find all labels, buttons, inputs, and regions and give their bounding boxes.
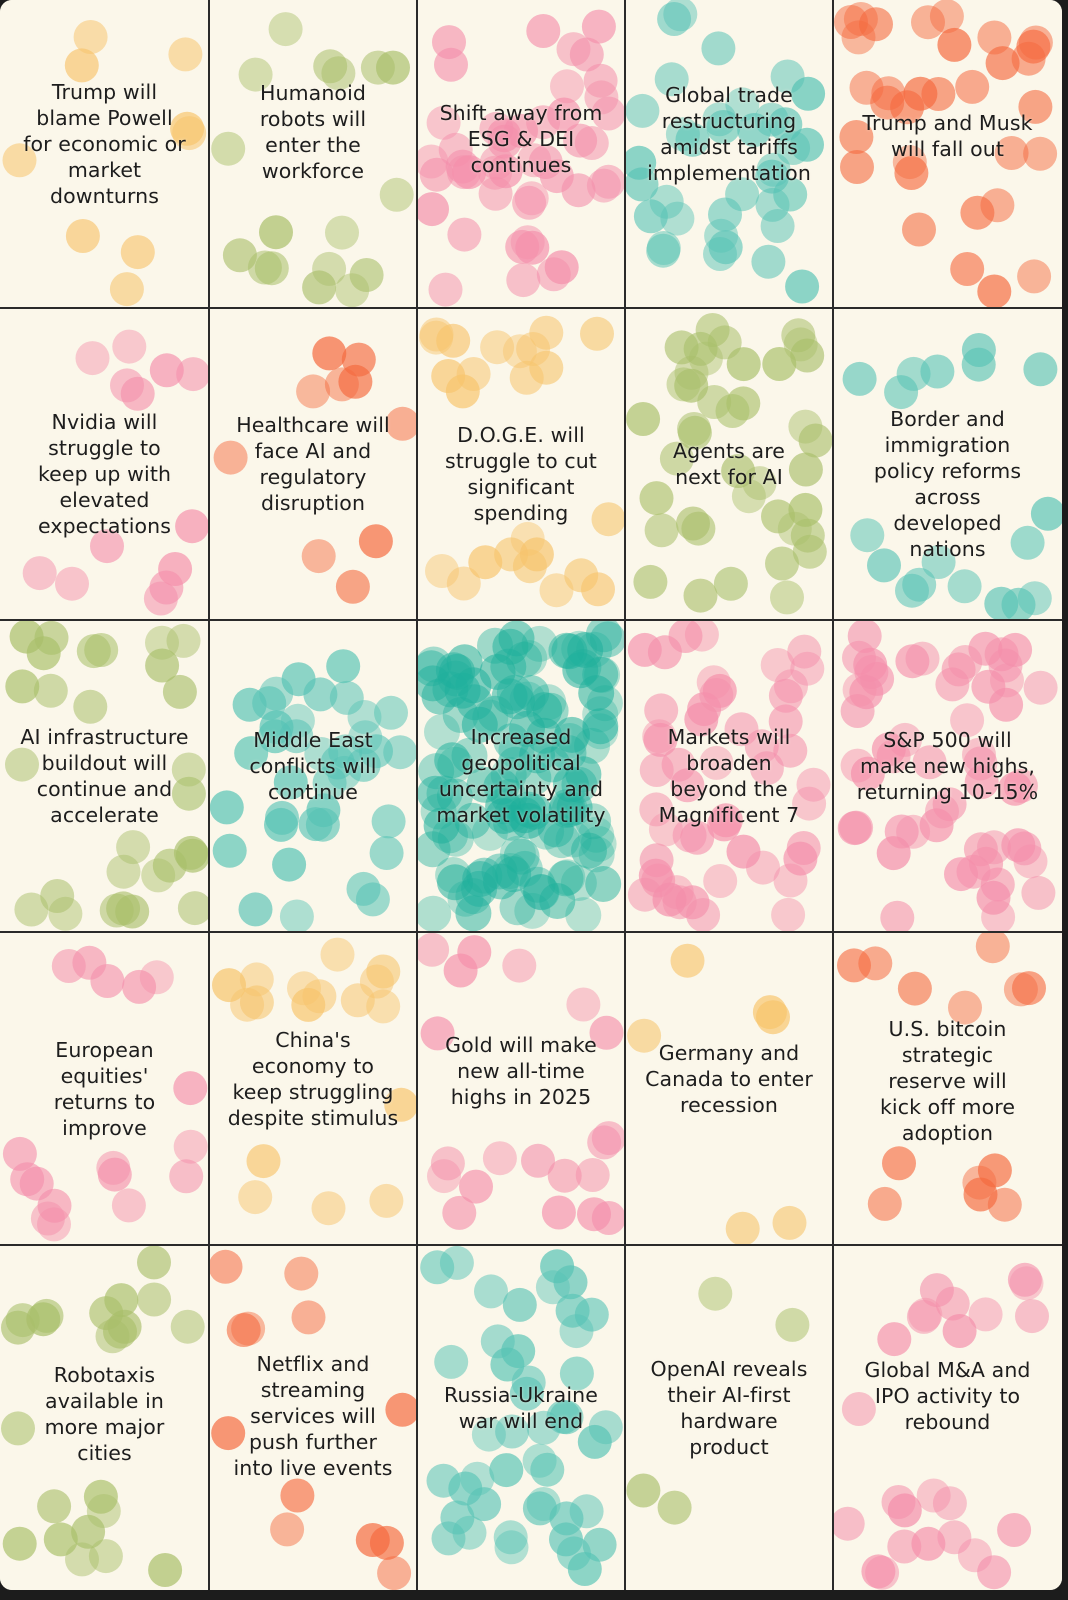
prediction-cell	[625, 308, 833, 620]
dot	[703, 864, 737, 898]
prediction-label: Shift away from ESG & DEI continues	[439, 101, 603, 177]
dot	[1004, 972, 1038, 1006]
dot	[359, 524, 393, 558]
prediction-cell	[625, 1245, 833, 1590]
dot	[272, 848, 306, 882]
dot	[468, 545, 502, 579]
prediction-cell	[833, 308, 1062, 620]
dot	[523, 1491, 557, 1525]
dot	[30, 1299, 64, 1333]
dot	[868, 1187, 902, 1221]
dot	[291, 988, 325, 1022]
prediction-label: Agents are next for AI	[672, 439, 786, 489]
dot	[523, 1444, 557, 1478]
dot	[213, 834, 247, 868]
dot	[834, 5, 868, 39]
dot	[312, 1191, 346, 1225]
dot	[312, 252, 346, 286]
prediction-cell	[209, 620, 417, 932]
dot	[110, 272, 144, 306]
dot	[765, 547, 799, 581]
dot	[71, 1515, 105, 1549]
dot	[657, 2, 691, 36]
prediction-cell	[417, 932, 625, 1245]
prediction-cell	[833, 1245, 1062, 1590]
dot	[684, 579, 718, 613]
prediction-cell	[417, 0, 625, 308]
dot	[626, 1474, 660, 1508]
dot	[709, 230, 743, 264]
prediction-cell	[417, 308, 625, 620]
dot	[503, 334, 537, 368]
dot	[377, 1556, 411, 1590]
dot	[770, 580, 804, 614]
dot	[84, 633, 118, 667]
dot	[145, 649, 179, 683]
dot	[997, 1513, 1031, 1547]
prediction-label: Markets will broaden beyond the Magnificent 7	[658, 725, 800, 827]
prediction-label: S&P 500 will make new highs, returning 10-15%	[856, 728, 1039, 804]
dot	[773, 1206, 807, 1240]
dot	[174, 836, 208, 870]
dot	[714, 567, 748, 601]
prediction-cell	[417, 620, 625, 932]
dot	[540, 573, 574, 607]
prediction-label: Global M&A and IPO activity to rebound	[864, 1357, 1031, 1434]
dot	[550, 69, 584, 103]
prediction-label: Middle East conflicts will continue	[249, 728, 377, 804]
dot	[107, 855, 141, 889]
dot	[502, 949, 536, 983]
dot	[580, 317, 614, 351]
prediction-cell	[417, 1245, 625, 1590]
dot	[911, 5, 945, 39]
dot	[942, 652, 976, 686]
dot	[976, 932, 1010, 963]
dot	[37, 1207, 71, 1241]
dot	[746, 851, 780, 885]
dot	[108, 1310, 142, 1344]
dot	[84, 1480, 118, 1514]
prediction-label: OpenAI reveals their AI-first hardware product	[650, 1356, 808, 1459]
dot	[566, 988, 600, 1022]
prediction-label: China's economy to keep struggling despite stimulus	[227, 1027, 399, 1130]
dot	[248, 251, 282, 285]
grid-divider-vertical	[624, 0, 626, 1590]
prediction-label: U.S. bitcoin strategic reserve will kick off more adoption	[879, 1016, 1016, 1145]
dot	[247, 1144, 281, 1178]
dot	[280, 900, 314, 933]
grid-divider-horizontal	[0, 931, 1062, 933]
prediction-cell	[833, 932, 1062, 1245]
dot	[427, 1159, 461, 1193]
grid-divider-horizontal	[0, 619, 1062, 621]
prediction-cell	[833, 0, 1062, 308]
dot	[903, 77, 937, 111]
dot	[372, 804, 406, 838]
prediction-label: Germany and Canada to enter recession	[645, 1040, 813, 1117]
dot	[540, 1249, 574, 1283]
dot	[35, 621, 69, 655]
dot	[542, 1196, 576, 1230]
dot	[434, 48, 468, 82]
dot	[592, 1201, 625, 1235]
dot	[112, 330, 146, 364]
dot	[761, 209, 795, 243]
dot	[360, 965, 394, 999]
dot	[937, 28, 971, 62]
dot	[882, 1485, 916, 1519]
dot	[969, 1297, 1003, 1331]
dot	[137, 1283, 171, 1317]
prediction-label: Increased geopolitical uncertainty and market volatility	[436, 725, 606, 827]
dot	[582, 10, 616, 44]
dot	[178, 891, 209, 925]
dot	[512, 186, 546, 220]
dot	[556, 1294, 590, 1328]
prediction-cell	[833, 620, 1062, 932]
dot	[633, 565, 667, 599]
grid-divider-horizontal	[0, 1244, 1062, 1246]
dot	[483, 1141, 517, 1175]
dot	[853, 648, 887, 682]
dot	[350, 258, 384, 292]
dot	[176, 357, 209, 391]
dot	[5, 669, 39, 703]
dot	[3, 1527, 37, 1561]
dot	[37, 1489, 71, 1523]
dot	[898, 972, 932, 1006]
dot	[697, 665, 731, 699]
dot	[417, 192, 449, 226]
dot	[270, 1512, 304, 1546]
dot	[562, 173, 596, 207]
prediction-label: Gold will make new all-time highs in 2025	[445, 1032, 597, 1109]
dot	[1021, 876, 1055, 910]
prediction-label: Humanoid robots will enter the workforce	[259, 81, 367, 183]
dot	[269, 12, 303, 46]
dot	[785, 270, 819, 304]
dot	[420, 318, 454, 352]
dot	[158, 552, 192, 586]
dot	[284, 1257, 318, 1291]
prediction-label: Global trade restructuring amidst tariffs implementation	[647, 83, 811, 185]
dot	[506, 642, 542, 678]
dot	[858, 946, 892, 980]
dot	[902, 213, 936, 247]
dot	[457, 357, 491, 391]
dot	[895, 644, 929, 678]
dot	[336, 570, 370, 604]
dot	[121, 235, 155, 269]
dot	[227, 1313, 261, 1347]
dot	[1001, 828, 1035, 862]
dot	[112, 1188, 146, 1222]
dot	[503, 1288, 537, 1322]
dot	[557, 32, 591, 66]
dot	[264, 808, 298, 842]
dot	[461, 871, 497, 907]
grid-divider-horizontal	[0, 307, 1062, 309]
dot	[76, 341, 110, 375]
dot	[955, 70, 989, 104]
dot	[548, 1159, 582, 1193]
dot	[457, 935, 491, 969]
dot	[23, 556, 57, 590]
prediction-cell	[0, 620, 209, 932]
dot	[436, 652, 472, 688]
dot	[917, 1479, 951, 1513]
dot	[110, 368, 144, 402]
dot	[171, 1310, 205, 1344]
dot	[212, 968, 246, 1002]
dot	[771, 898, 805, 932]
dot	[209, 1250, 243, 1284]
dot	[494, 1520, 528, 1554]
dot	[775, 1308, 809, 1342]
dot	[369, 1184, 403, 1218]
dot	[492, 853, 528, 889]
prediction-label: D.O.G.E. will struggle to cut significant spending	[445, 423, 597, 525]
dot	[960, 196, 994, 230]
dot	[417, 933, 449, 967]
dot	[66, 219, 100, 253]
prediction-cell	[209, 932, 417, 1245]
dot	[325, 216, 359, 250]
dot	[671, 944, 705, 978]
prediction-cell	[625, 0, 833, 308]
dot	[698, 1277, 732, 1311]
prediction-cell	[0, 1245, 209, 1590]
dot	[545, 250, 579, 284]
grid-divider-vertical	[832, 0, 834, 1590]
prediction-label: Border and immigration policy reforms across developed nations	[873, 407, 1022, 561]
dot	[302, 539, 336, 573]
dot	[148, 1553, 182, 1587]
dot	[520, 537, 554, 571]
dot	[565, 897, 601, 932]
dot	[330, 681, 364, 715]
dot	[280, 1479, 314, 1513]
dot	[726, 386, 760, 420]
dot	[356, 1523, 390, 1557]
dot	[843, 362, 877, 396]
dot	[1024, 671, 1058, 705]
dot	[259, 677, 293, 711]
dot	[440, 1246, 474, 1280]
prediction-label: Russia-Ukraine war will end	[444, 1382, 598, 1433]
dot	[877, 836, 911, 870]
prediction-cell	[0, 308, 209, 620]
dot	[833, 1507, 865, 1541]
dot	[880, 901, 914, 932]
dot	[646, 234, 680, 268]
dot	[326, 649, 360, 683]
dot	[887, 1530, 921, 1564]
dot	[442, 1196, 476, 1230]
dot	[708, 198, 742, 232]
dot	[448, 1472, 482, 1506]
dot	[628, 878, 662, 912]
dot	[312, 336, 346, 370]
dot	[306, 808, 340, 842]
dot	[72, 946, 106, 980]
dot	[774, 669, 808, 703]
dot	[950, 252, 984, 286]
dot	[1015, 1299, 1049, 1333]
dot	[347, 872, 381, 906]
dot	[1012, 42, 1046, 76]
dot	[55, 567, 89, 601]
dot	[920, 355, 954, 389]
dot	[321, 938, 355, 972]
dot	[1017, 259, 1051, 293]
dot	[14, 893, 48, 927]
dot	[761, 499, 795, 533]
dot	[726, 1212, 760, 1245]
dot	[756, 1000, 790, 1034]
dot	[370, 836, 404, 870]
dot	[137, 1245, 171, 1279]
dot	[977, 21, 1011, 55]
dot	[838, 811, 872, 845]
dot	[861, 1554, 895, 1588]
prediction-label: Healthcare will face AI and regulatory disruption	[236, 413, 390, 515]
dot	[238, 1180, 272, 1214]
dot	[20, 1167, 54, 1201]
prediction-cell	[625, 932, 833, 1245]
dot	[141, 858, 175, 892]
dot	[34, 674, 68, 708]
dot	[790, 339, 824, 373]
dot	[962, 333, 996, 367]
dot	[74, 20, 108, 54]
prediction-label: Trump and Musk will fall out	[862, 111, 1033, 161]
dot	[342, 343, 376, 377]
dot	[73, 690, 107, 724]
dot	[585, 866, 621, 902]
dot	[557, 1536, 591, 1570]
dot	[948, 569, 982, 603]
dot	[296, 374, 330, 408]
dot	[530, 684, 566, 720]
dot	[169, 1159, 203, 1193]
prediction-label: AI infrastructure buildout will continue and accelerate	[20, 725, 189, 827]
prediction-cell	[209, 308, 417, 620]
dot	[429, 273, 463, 307]
dot	[292, 1300, 326, 1334]
dot	[882, 1146, 916, 1180]
dot	[981, 868, 1015, 902]
dot	[259, 215, 293, 249]
dot	[501, 1334, 535, 1368]
prediction-label: Nvidia will struggle to keep up with elevated expectations	[37, 410, 172, 538]
dot	[515, 231, 549, 265]
dot	[634, 199, 668, 233]
prediction-cell	[209, 1245, 417, 1590]
dot	[908, 1298, 942, 1332]
dot	[701, 31, 735, 65]
dot	[751, 245, 785, 279]
dot	[100, 894, 134, 928]
dot	[239, 892, 273, 926]
dot	[447, 218, 481, 252]
dot	[140, 960, 174, 994]
prediction-cell	[209, 0, 417, 308]
dot	[978, 1153, 1012, 1187]
dot	[968, 632, 1002, 666]
dot	[417, 896, 451, 932]
prediction-cell	[0, 0, 209, 308]
grid-divider-vertical	[416, 0, 418, 1590]
dot	[425, 554, 459, 588]
dot	[1023, 352, 1057, 386]
dot	[587, 1125, 621, 1159]
dot	[895, 574, 929, 608]
dot	[884, 375, 918, 409]
dot	[168, 37, 202, 71]
dot	[850, 71, 884, 105]
dot	[584, 657, 620, 693]
dot	[98, 1158, 132, 1192]
dot	[48, 897, 82, 931]
dot	[681, 512, 715, 546]
prediction-label: Trump will blame Powell for economic or market downturns	[23, 80, 186, 208]
dot	[658, 1491, 692, 1525]
dot	[434, 1345, 468, 1379]
dot	[489, 1453, 523, 1487]
prediction-label: European equities' returns to improve	[53, 1037, 156, 1140]
dot	[971, 670, 1005, 704]
dot	[644, 693, 678, 727]
dot	[877, 1322, 911, 1356]
grid-divider-vertical	[208, 0, 210, 1590]
dot	[374, 696, 408, 730]
dot	[675, 356, 709, 390]
prediction-cell	[625, 620, 833, 932]
dot	[506, 263, 540, 297]
dot	[1008, 1263, 1042, 1297]
dot	[626, 402, 660, 436]
prediction-label: Netflix and streaming services will push further into live events	[233, 1351, 393, 1480]
dot	[977, 275, 1011, 309]
prediction-cell	[0, 932, 209, 1245]
dot	[549, 859, 585, 895]
dot	[977, 1555, 1011, 1589]
dot	[645, 513, 679, 547]
prediction-label: Robotaxis available in more major cities	[44, 1362, 165, 1465]
dot	[526, 14, 560, 48]
